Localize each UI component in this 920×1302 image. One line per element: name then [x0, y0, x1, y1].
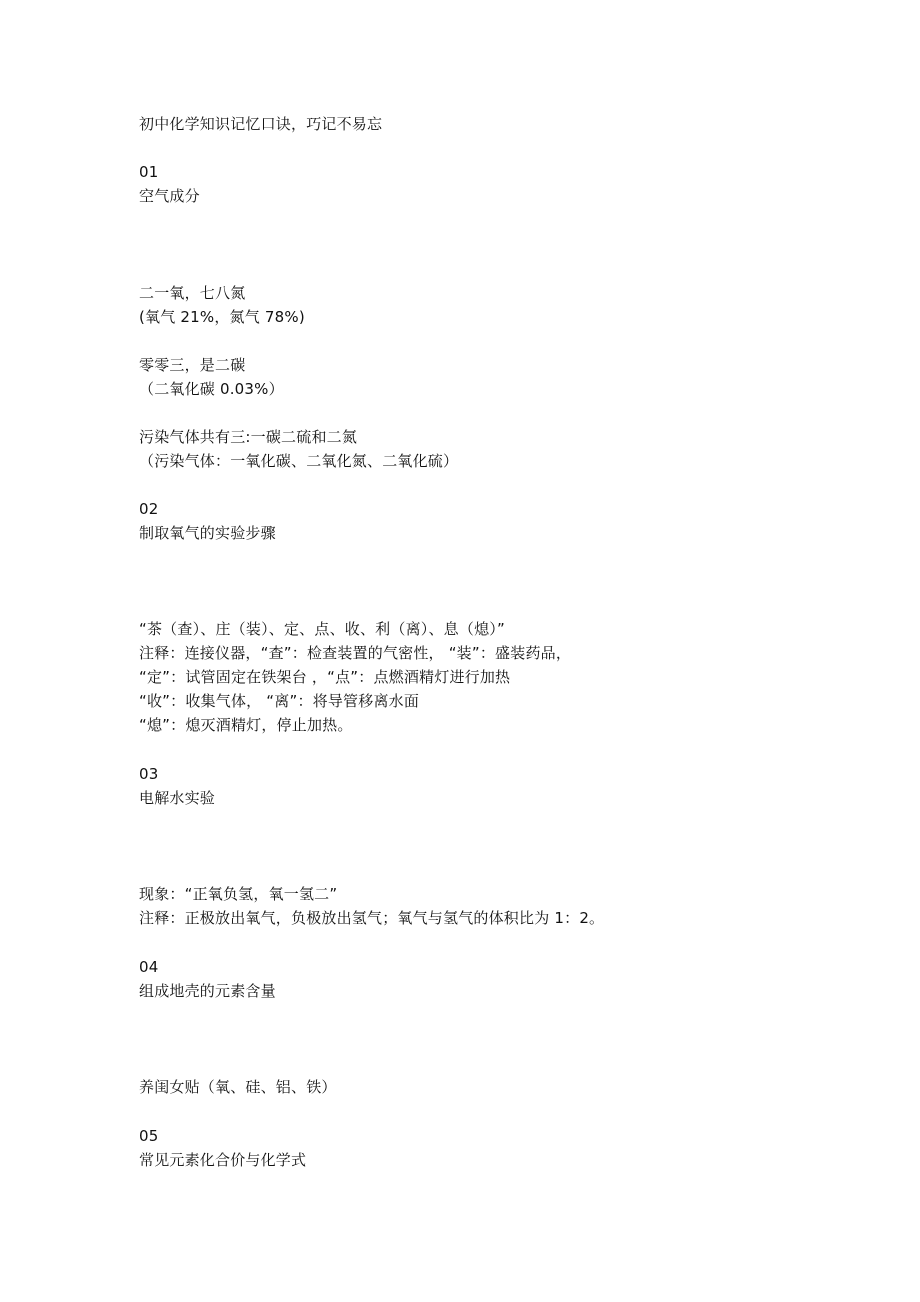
text-line: 现象：“正氧负氢，氧一氢二” — [139, 885, 338, 903]
section-number-02: 02 — [139, 500, 159, 518]
section-number-05: 05 — [139, 1127, 159, 1145]
text-line: “茶（查）、庄（装）、定、点、收、利（离）、息（熄）” — [139, 620, 505, 638]
section-number-03: 03 — [139, 765, 159, 783]
text-line: 养闺女贴（氧、硅、铝、铁） — [139, 1078, 337, 1096]
section-heading-air: 空气成分 — [139, 187, 200, 205]
text-line: “熄”：熄灭酒精灯，停止加热。 — [139, 716, 353, 734]
text-line: (氧气 21%，氮气 78%) — [139, 308, 305, 326]
text-line: “收”：收集气体， “离”：将导管移离水面 — [139, 692, 420, 710]
text-line: （二氧化碳 0.03%） — [139, 380, 284, 398]
section-number-04: 04 — [139, 958, 159, 976]
section-number-01: 01 — [139, 163, 159, 181]
text-line: 污染气体共有三:一碳二硫和二氮 — [139, 428, 358, 446]
section-heading-electrolysis: 电解水实验 — [139, 789, 216, 807]
text-line: 零零三，是二碳 — [139, 356, 246, 374]
text-line: “定”：试管固定在铁架台 ，“点”：点燃酒精灯进行加热 — [139, 668, 511, 686]
section-heading-crust-elements: 组成地壳的元素含量 — [139, 982, 276, 1000]
text-line: 二一氧，七八氮 — [139, 284, 246, 302]
text-line: （污染气体：一氧化碳、二氧化氮、二氧化硫） — [139, 452, 459, 470]
text-line: 注释：正极放出氧气，负极放出氢气；氧气与氢气的体积比为 1：2。 — [139, 909, 605, 927]
section-heading-valence: 常见元素化合价与化学式 — [139, 1151, 307, 1169]
text-line: 注释：连接仪器，“查”：检查装置的气密性， “装”：盛装药品， — [139, 644, 572, 662]
document-title: 初中化学知识记忆口诀，巧记不易忘 — [139, 115, 383, 133]
section-heading-oxygen-steps: 制取氧气的实验步骤 — [139, 524, 276, 542]
